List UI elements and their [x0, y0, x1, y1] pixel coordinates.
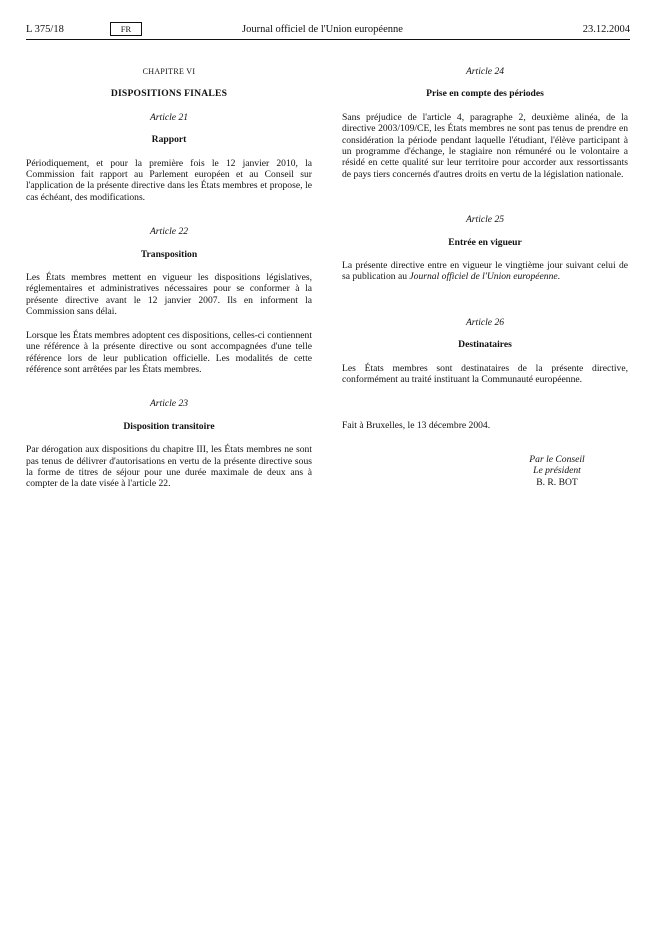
left-column	[26, 62, 312, 490]
signature-block	[502, 454, 612, 488]
article-23-number: Article 23	[149, 398, 189, 410]
page-reference: L 375/18	[26, 24, 64, 35]
right-column	[342, 62, 628, 488]
article-21-title: Rapport	[151, 134, 187, 146]
article-23-title: Disposition transitoire	[123, 420, 215, 432]
article-25-paragraph	[342, 260, 628, 283]
header-divider	[26, 39, 630, 40]
publication-date: 23.12.2004	[582, 24, 630, 35]
journal-title: Journal officiel de l'Union européenne	[242, 24, 403, 35]
article-21-number: Article 21	[149, 111, 189, 123]
article-22-paragraph-2: Lorsque les États membres adoptent ces dispositions, celles-ci contiennent une référence à la présente directive ou sont accompagnées d'une telle référence lors de leur publication officielle. Les modalités de cette référence sont arrêtées par les États membres.	[26, 329, 312, 375]
article-26-paragraph: Les États membres sont destinataires de la présente directive, conformément au traité instituant la Communauté européenne.	[342, 362, 628, 386]
chapter-heading: CHAPITRE VI	[142, 67, 196, 76]
article-25-number: Article 25	[465, 214, 505, 226]
article-26-title: Destinataires	[458, 339, 512, 351]
article-21-paragraph: Périodiquement, et pour la première fois le 12 janvier 2010, la Commission fait rapport au Parlement européen et au Conseil sur l'application de la présente directive dans les États membres et propose, le cas échéant, des modifications.	[26, 157, 312, 203]
article-25-text-start: La présente directive entre en vigueur le vingtième jour suivant celui de sa publication au	[342, 260, 628, 283]
article-22-number: Article 22	[149, 226, 189, 238]
journal-reference: Journal officiel de l'Union européenne	[409, 271, 558, 283]
section-title: DISPOSITIONS FINALES	[110, 88, 228, 100]
article-24-paragraph: Sans préjudice de l'article 4, paragraphe 2, deuxième alinéa, de la directive 2003/109/CE, les États membres ne sont pas tenus de prendre en considération la période pendant laquelle l'étudiant, l'élève participant à un programme d'échange, le stagiaire non rémunéré ou le volontaire a résidé en cette qualité sur leur territoire pour accorder aux ressortissants de pays tiers concernés d'autres droits en vertu de la législation nationale.	[342, 111, 628, 180]
article-24-title: Prise en compte des périodes	[426, 88, 544, 100]
article-25-text-end: .	[557, 271, 561, 283]
article-24-number: Article 24	[465, 66, 505, 77]
signature-institution: Par le Conseil	[529, 453, 585, 465]
article-22-title: Transposition	[140, 248, 198, 260]
done-at-statement: Fait à Bruxelles, le 13 décembre 2004.	[342, 419, 491, 431]
language-code-box: FR	[110, 22, 142, 36]
article-25-title: Entrée en vigueur	[448, 236, 522, 248]
signatory-name: B. R. BOT	[536, 476, 578, 488]
article-22-paragraph-1: Les États membres mettent en vigueur les dispositions législatives, réglementaires et administratives nécessaires pour se conformer à la présente directive avant le 12 janvier 2007. Ils en informent la Commission sans délai.	[26, 272, 312, 318]
article-26-number: Article 26	[465, 316, 505, 328]
signature-role: Le président	[533, 465, 581, 477]
article-23-paragraph: Par dérogation aux dispositions du chapitre III, les États membres ne sont pas tenus de délivrer d'autorisations en vertu de la présente directive sous la forme de titres de séjour pour une durée maximale de deux ans à compter de la date visée à l'article 22.	[26, 444, 312, 490]
